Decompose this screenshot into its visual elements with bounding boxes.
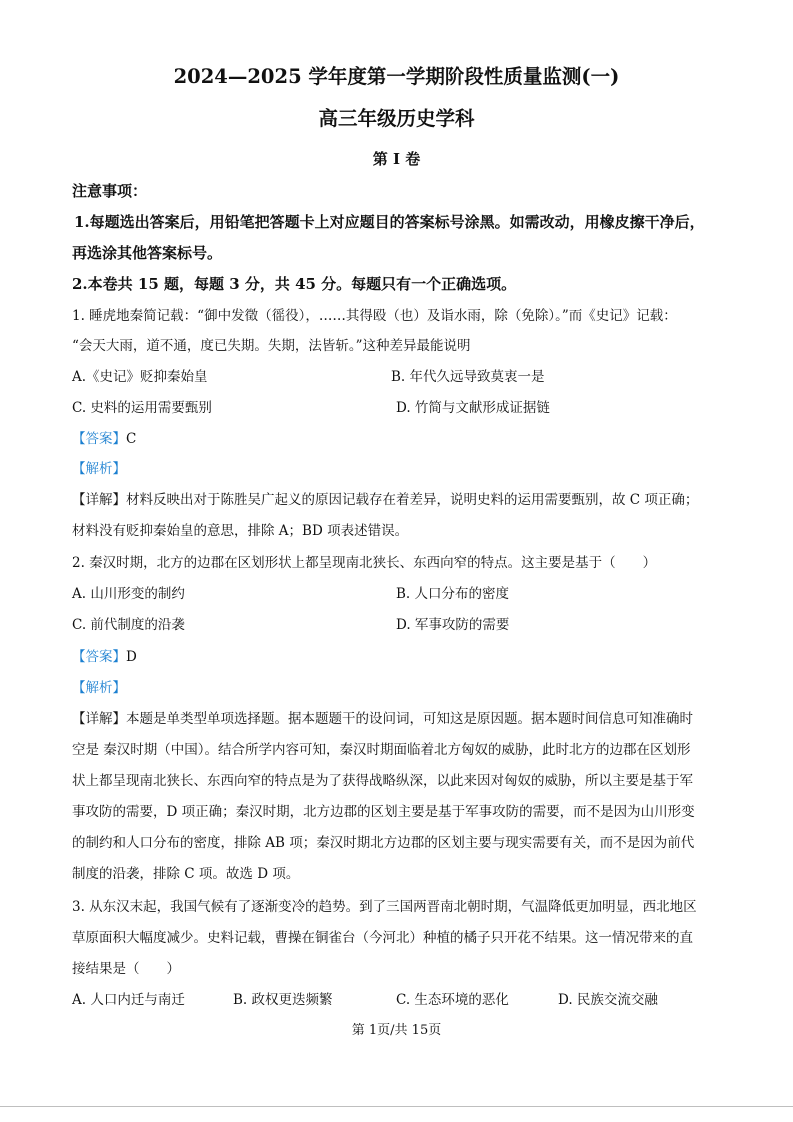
notice-item-1: 1.每题选出答案后，用铅笔把答题卡上对应题目的答案标号涂黑。如需改动，用橡皮擦干净后，	[74, 213, 705, 231]
notice-item-2: 2.本卷共 15 题，每题 3 分，共 45 分。每题只有一个正确选项。	[72, 275, 517, 293]
answer-label: 【答案】	[72, 431, 126, 447]
q1-option-b: B. 年代久远导致莫衷一是	[391, 369, 545, 385]
q3-option-d: D. 民族交流交融	[558, 992, 658, 1008]
q3-stem-line-2: 草原面积大幅度减少。史料记载，曹操在铜雀台（今河北）种植的橘子只开花不结果。这一情况带来的直	[72, 930, 693, 946]
answer-label: 【答案】	[72, 649, 126, 665]
q2-option-c: C. 前代制度的沿袭	[72, 617, 185, 633]
q2-option-a: A. 山川形变的制约	[72, 586, 185, 602]
q2-detail-line-2: 空是 秦汉时期（中国）。结合所学内容可知，秦汉时期面临着北方匈奴的威胁，此时北方的边郡在区划形	[72, 742, 691, 758]
q1-option-c: C. 史料的运用需要甄别	[72, 400, 212, 416]
q1-detail-line-1: 【详解】材料反映出对于陈胜吴广起义的原因记载存在着差异，说明史料的运用需要甄别，故 C 项正确；	[72, 492, 699, 508]
q2-detail-line-4: 事攻防的需要，D 项正确；秦汉时期，北方边郡的区划主要是基于军事攻防的需要，而不是因为山川形变	[72, 804, 695, 820]
q3-stem-line-1: 3. 从东汉末起，我国气候有了逐渐变冷的趋势。到了三国两晋南北朝时期，气温降低更加明显，西北地区	[72, 899, 697, 915]
answer-value: D	[126, 649, 137, 665]
q2-option-d: D. 军事攻防的需要	[396, 617, 510, 633]
q2-detail-line-6: 制度的沿袭，排除 C 项。故选 D 项。	[72, 866, 300, 882]
page-bottom-divider	[0, 1106, 793, 1107]
q1-answer	[72, 429, 136, 449]
q2-answer	[72, 647, 137, 667]
answer-value: C	[126, 431, 137, 447]
q1-stem-line-1: 1. 睡虎地秦简记载：“御中发徵（徭役），……其得殴（也）及诣水雨，除（免除）。”而《史记》记载：	[72, 308, 677, 324]
exam-title: 2024—2025 学年度第一学期阶段性质量监测(一)	[173, 65, 620, 88]
q1-detail-line-2: 材料没有贬抑秦始皇的意思，排除 A；BD 项表述错误。	[72, 523, 409, 539]
q3-stem-line-3: 接结果是（ ）	[72, 961, 180, 977]
q2-detail-line-5: 的制约和人口分布的密度，排除 AB 项；秦汉时期北方边郡的区划主要与现实需要有关，而不是因为前代	[72, 835, 695, 851]
q2-detail-line-1: 【详解】本题是单类型单项选择题。据本题题干的设问词，可知这是原因题。据本题时间信息可知准确时	[72, 711, 693, 727]
q1-stem-line-2: “会天大雨，道不通，度已失期。失期，法皆斩。”这种差异最能说明	[72, 338, 471, 354]
volume-label: 第 I 卷	[372, 150, 421, 168]
q2-option-b: B. 人口分布的密度	[396, 586, 510, 602]
notice-heading: 注意事项：	[72, 182, 148, 200]
q3-option-c: C. 生态环境的恶化	[396, 992, 509, 1008]
q1-option-a: A.《史记》贬抑秦始皇	[72, 369, 208, 385]
exam-subtitle: 高三年级历史学科	[318, 107, 475, 130]
q2-stem-line-1: 2. 秦汉时期，北方的边郡在区划形状上都呈现南北狭长、东西向窄的特点。这主要是基于（ ）	[72, 555, 657, 571]
q1-analysis-label: 【解析】	[72, 461, 126, 477]
q2-detail-line-3: 状上都呈现南北狭长、东西向窄的特点是为了获得战略纵深，以此来因对匈奴的威胁，所以主要是基于军	[72, 773, 693, 789]
q2-analysis-label: 【解析】	[72, 680, 126, 696]
q3-option-a: A. 人口内迁与南迁	[72, 992, 185, 1008]
notice-item-1-cont: 再选涂其他答案标号。	[72, 244, 223, 262]
q1-option-d: D. 竹简与文献形成证据链	[396, 400, 550, 416]
page-number: 第 1页/共 15页	[351, 1023, 442, 1038]
q3-option-b: B. 政权更迭频繁	[233, 992, 333, 1008]
